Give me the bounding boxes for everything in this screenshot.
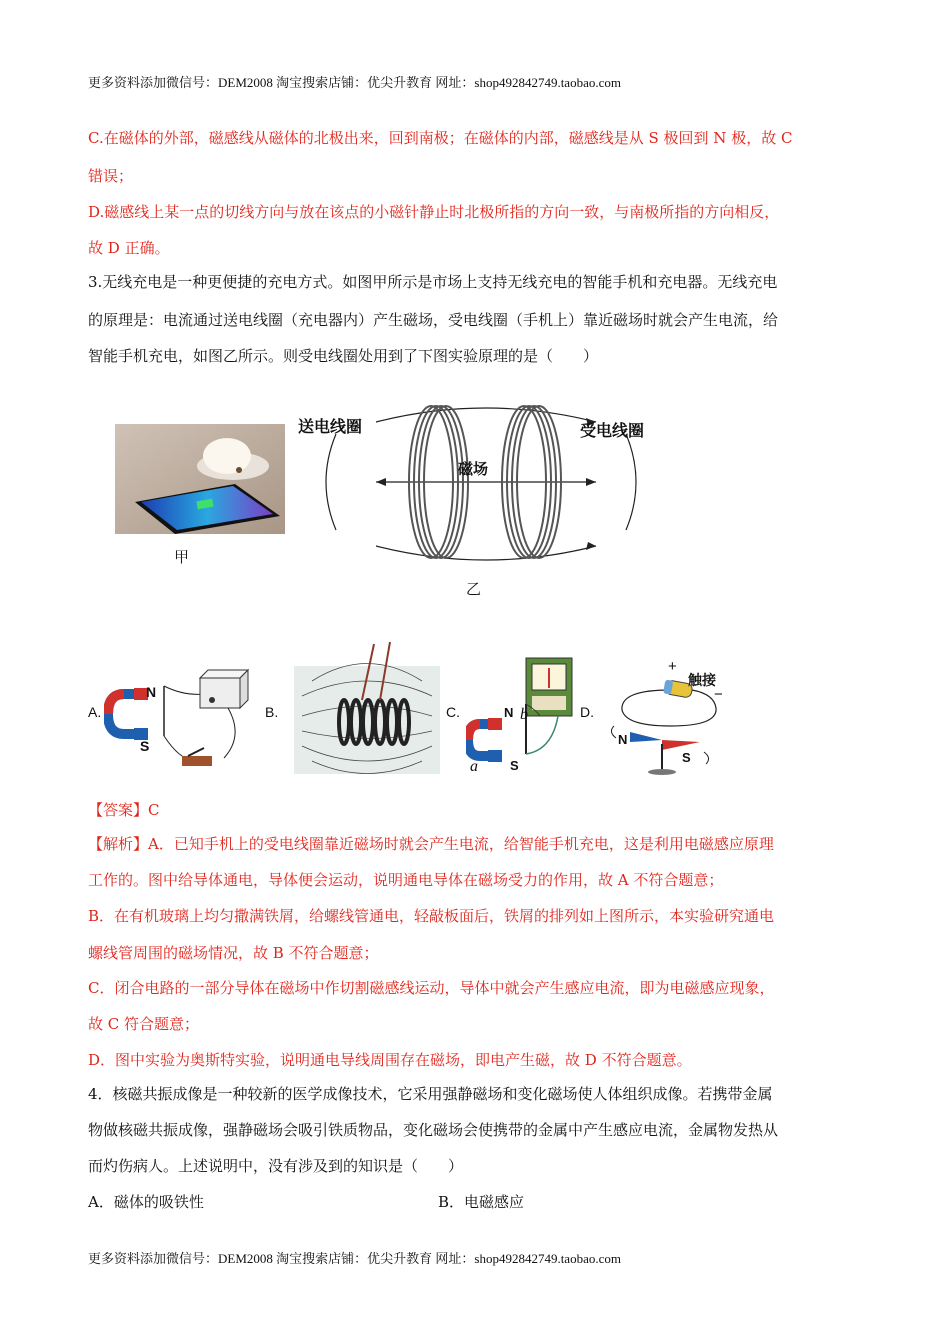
option-a-label: A.	[88, 704, 102, 720]
q4-option-b: B．电磁感应	[438, 1193, 525, 1211]
option-d-plus: +	[668, 658, 677, 675]
option-b-label: B.	[265, 704, 279, 720]
q2-option-d-line2: 故 D 正确。	[88, 239, 170, 257]
option-d-minus: −	[714, 686, 723, 703]
q3-explanation-line7: D．图中实验为奥斯特实验，说明通电导线周围存在磁场，即电产生磁，故 D 不符合题意。	[88, 1051, 692, 1069]
q3-explanation-line5: C．闭合电路的一部分导体在磁场中作切割磁感线运动，导体中就会产生感应电流，即为电磁感应现象，	[88, 979, 775, 997]
option-a-diagram	[104, 666, 254, 786]
q3-stem-line3: 智能手机充电，如图乙所示。则受电线圈处用到了下图实验原理的是（ ）	[88, 347, 599, 365]
page-footer: 更多资料添加微信号：DEM2008 淘宝搜索店铺：优尖升教育 网址：shop492842749.taobao.com	[88, 1251, 621, 1266]
q4-stem-line2: 物做核磁共振成像，强静磁场会吸引铁质物品，变化磁场会使携带的金属中产生感应电流，金属物发热从	[88, 1121, 779, 1139]
figure-yi-label: 乙	[466, 581, 482, 598]
send-coil-label: 送电线圈	[298, 419, 363, 436]
q3-explanation-line3: B．在有机玻璃上均匀撒满铁屑，给螺线管通电，轻敲板面后，铁屑的排列如上图所示，本实验研究通电	[88, 907, 775, 925]
q2-option-d-line1: D.磁感线上某一点的切线方向与放在该点的小磁针静止时北极所指的方向一致，与南极所指的方向相反，	[88, 203, 780, 221]
magnetic-field-label: 磁场	[458, 461, 489, 478]
page-header: 更多资料添加微信号：DEM2008 淘宝搜索店铺：优尖升教育 网址：shop492842749.taobao.com	[88, 75, 621, 90]
q3-explanation-line6: 故 C 符合题意；	[88, 1015, 200, 1033]
option-a-pole-n: N	[146, 684, 157, 700]
q3-explanation-line2: 工作的。图中给导体通电，导体便会运动，说明通电导体在磁场受力的作用，故 A 不符合题意；	[88, 871, 724, 889]
option-d-contact-label: 触接	[688, 672, 716, 688]
option-d-pole-s: S	[682, 750, 691, 765]
receive-coil-label: 受电线圈	[580, 423, 645, 440]
option-c-wire-a: a	[470, 758, 478, 775]
q3-stem-line2: 的原理是：电流通过送电线圈（充电器内）产生磁场，受电线圈（手机上）靠近磁场时就会产生电流，给	[88, 311, 779, 329]
option-c-pole-n: N	[504, 705, 514, 720]
figure-jia-label: 甲	[174, 549, 190, 566]
option-a-pole-s: S	[140, 738, 150, 754]
q4-stem-line1: 4．核磁共振成像是一种较新的医学成像技术，它采用强静磁场和变化磁场使人体组织成像。若携带金属	[88, 1085, 773, 1103]
option-c-label: C.	[446, 704, 460, 720]
q2-option-c-line2: 错误；	[88, 167, 134, 185]
q3-answer: 【答案】C	[88, 801, 160, 819]
option-c-pole-s: S	[510, 758, 519, 773]
q3-stem-line1: 3.无线充电是一种更便捷的充电方式。如图甲所示是市场上支持无线充电的智能手机和充电器。无线充电	[88, 273, 778, 291]
q3-explanation-line4: 螺线管周围的磁场情况，故 B 不符合题意；	[88, 944, 379, 962]
q4-option-a: A．磁体的吸铁性	[88, 1193, 204, 1211]
q4-stem-line3: 而灼伤病人。上述说明中，没有涉及到的知识是（ ）	[88, 1157, 464, 1175]
option-b-diagram	[292, 636, 442, 776]
option-c-wire-b: b	[520, 706, 528, 723]
option-d-pole-n: N	[618, 732, 628, 747]
option-d-label: D.	[580, 704, 594, 720]
figure-jia-photo	[115, 424, 285, 534]
q3-explanation-line1: 【解析】A．已知手机上的受电线圈靠近磁场时就会产生电流，给智能手机充电，这是利用电磁感应原理	[88, 835, 774, 853]
q2-option-c-line1: C.在磁体的外部，磁感线从磁体的北极出来，回到南极；在磁体的内部，磁感线是从 S 极回到 N 极，故 C	[88, 129, 793, 147]
